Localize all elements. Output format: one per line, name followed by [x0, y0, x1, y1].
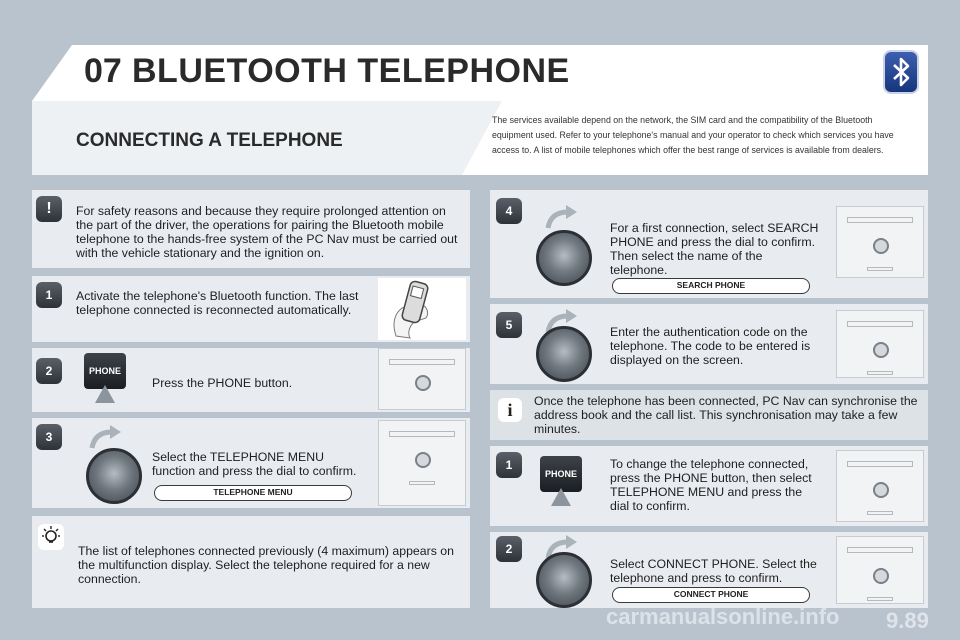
radio-slot [847, 547, 913, 553]
step-4-text: For a first connection, select SEARCH PHONE and press the dial to confirm. Then select the name of the telephone. [610, 221, 819, 277]
phone-button[interactable]: PHONE [84, 353, 126, 389]
page-title: BLUETOOTH TELEPHONE [132, 52, 570, 90]
info-text: Once the telephone has been connected, PC Nav can synchronise the address book and the call list. This synchronisation may take a few minutes. [534, 394, 918, 436]
page-number: 9.89 [886, 608, 929, 633]
radio-panel-image [836, 450, 924, 522]
radio-panel-image [378, 348, 466, 410]
header-corner [32, 45, 72, 101]
phone-button[interactable]: PHONE [540, 456, 582, 492]
step-5-text: Enter the authentication code on the telephone. The code to be entered is displayed on the screen. [610, 325, 811, 367]
step-5-badge: 5 [496, 312, 522, 338]
step-1-badge: 1 [36, 282, 62, 308]
step-4-badge: 4 [496, 198, 522, 224]
radio-slot [867, 267, 893, 271]
section-title: CONNECTING A TELEPHONE [76, 130, 343, 151]
bluetooth-icon [883, 50, 919, 94]
radio-panel-image [378, 420, 466, 506]
watermark: carmanualsonline.info [606, 604, 840, 629]
dial-knob[interactable] [536, 326, 592, 382]
radio-panel-image [836, 536, 924, 604]
dial-knob[interactable] [536, 230, 592, 286]
radio-panel-image [836, 206, 924, 278]
warning-icon: ! [36, 196, 62, 222]
radio-knob [873, 568, 889, 584]
radio-slot [389, 431, 455, 437]
press-arrow-icon [95, 385, 115, 403]
info-icon: i [498, 398, 522, 422]
radio-slot [847, 217, 913, 223]
radio-knob [873, 482, 889, 498]
radio-slot [847, 461, 913, 467]
radio-panel-image [836, 310, 924, 378]
radio-slot [409, 481, 435, 485]
warning-text: For safety reasons and because they require prolonged attention on the part of the driver, the operations for pairing the Bluetooth mobile telephone to the hands-free system of the PC Nav must be carried out with the vehicle stationary and the ignition on. [76, 204, 458, 260]
connect-phone-label: CONNECT PHONE [612, 587, 810, 603]
chapter-number: 07 [84, 52, 122, 90]
change-step-2-badge: 2 [496, 536, 522, 562]
radio-knob [415, 452, 431, 468]
step-3-text: Select the TELEPHONE MENU function and press the dial to confirm. [152, 450, 357, 478]
radio-slot [389, 359, 455, 365]
step-2-badge: 2 [36, 358, 62, 384]
radio-slot [847, 321, 913, 327]
dial-knob[interactable] [86, 448, 142, 504]
radio-slot [867, 371, 893, 375]
change-step-1-badge: 1 [496, 452, 522, 478]
radio-knob [873, 342, 889, 358]
press-arrow-icon [551, 488, 571, 506]
step-3-badge: 3 [36, 424, 62, 450]
lightbulb-icon [38, 524, 64, 550]
turn-arrow-icon [544, 204, 578, 230]
dial-knob[interactable] [536, 552, 592, 608]
search-phone-label: SEARCH PHONE [612, 278, 810, 294]
intro-text: The services available depend on the network, the SIM card and the compatibility of the Bluetooth equipment used. Refer to your telephone's manual and your operator to check which services you have access to. A list of mobile telephones which offer the best range of services is available from dealers. [492, 115, 894, 155]
radio-slot [867, 511, 893, 515]
telephone-menu-label: TELEPHONE MENU [154, 485, 352, 501]
radio-knob [873, 238, 889, 254]
change-step-1-text: To change the telephone connected, press the PHONE button, then select TELEPHONE MENU and press the dial to confirm. [610, 457, 812, 513]
change-step-2-text: Select CONNECT PHONE. Select the telephone and press to confirm. [610, 557, 817, 585]
radio-knob [415, 375, 431, 391]
step-2-text: Press the PHONE button. [152, 376, 293, 390]
turn-arrow-icon [88, 424, 122, 450]
tip-text: The list of telephones connected previously (4 maximum) appears on the multifunction display. Select the telephone required for a new connection. [78, 544, 454, 586]
step-1-text: Activate the telephone's Bluetooth function. The last telephone connected is reconnected automatically. [76, 289, 359, 317]
radio-slot [867, 597, 893, 601]
phone-hand-image [378, 278, 466, 340]
